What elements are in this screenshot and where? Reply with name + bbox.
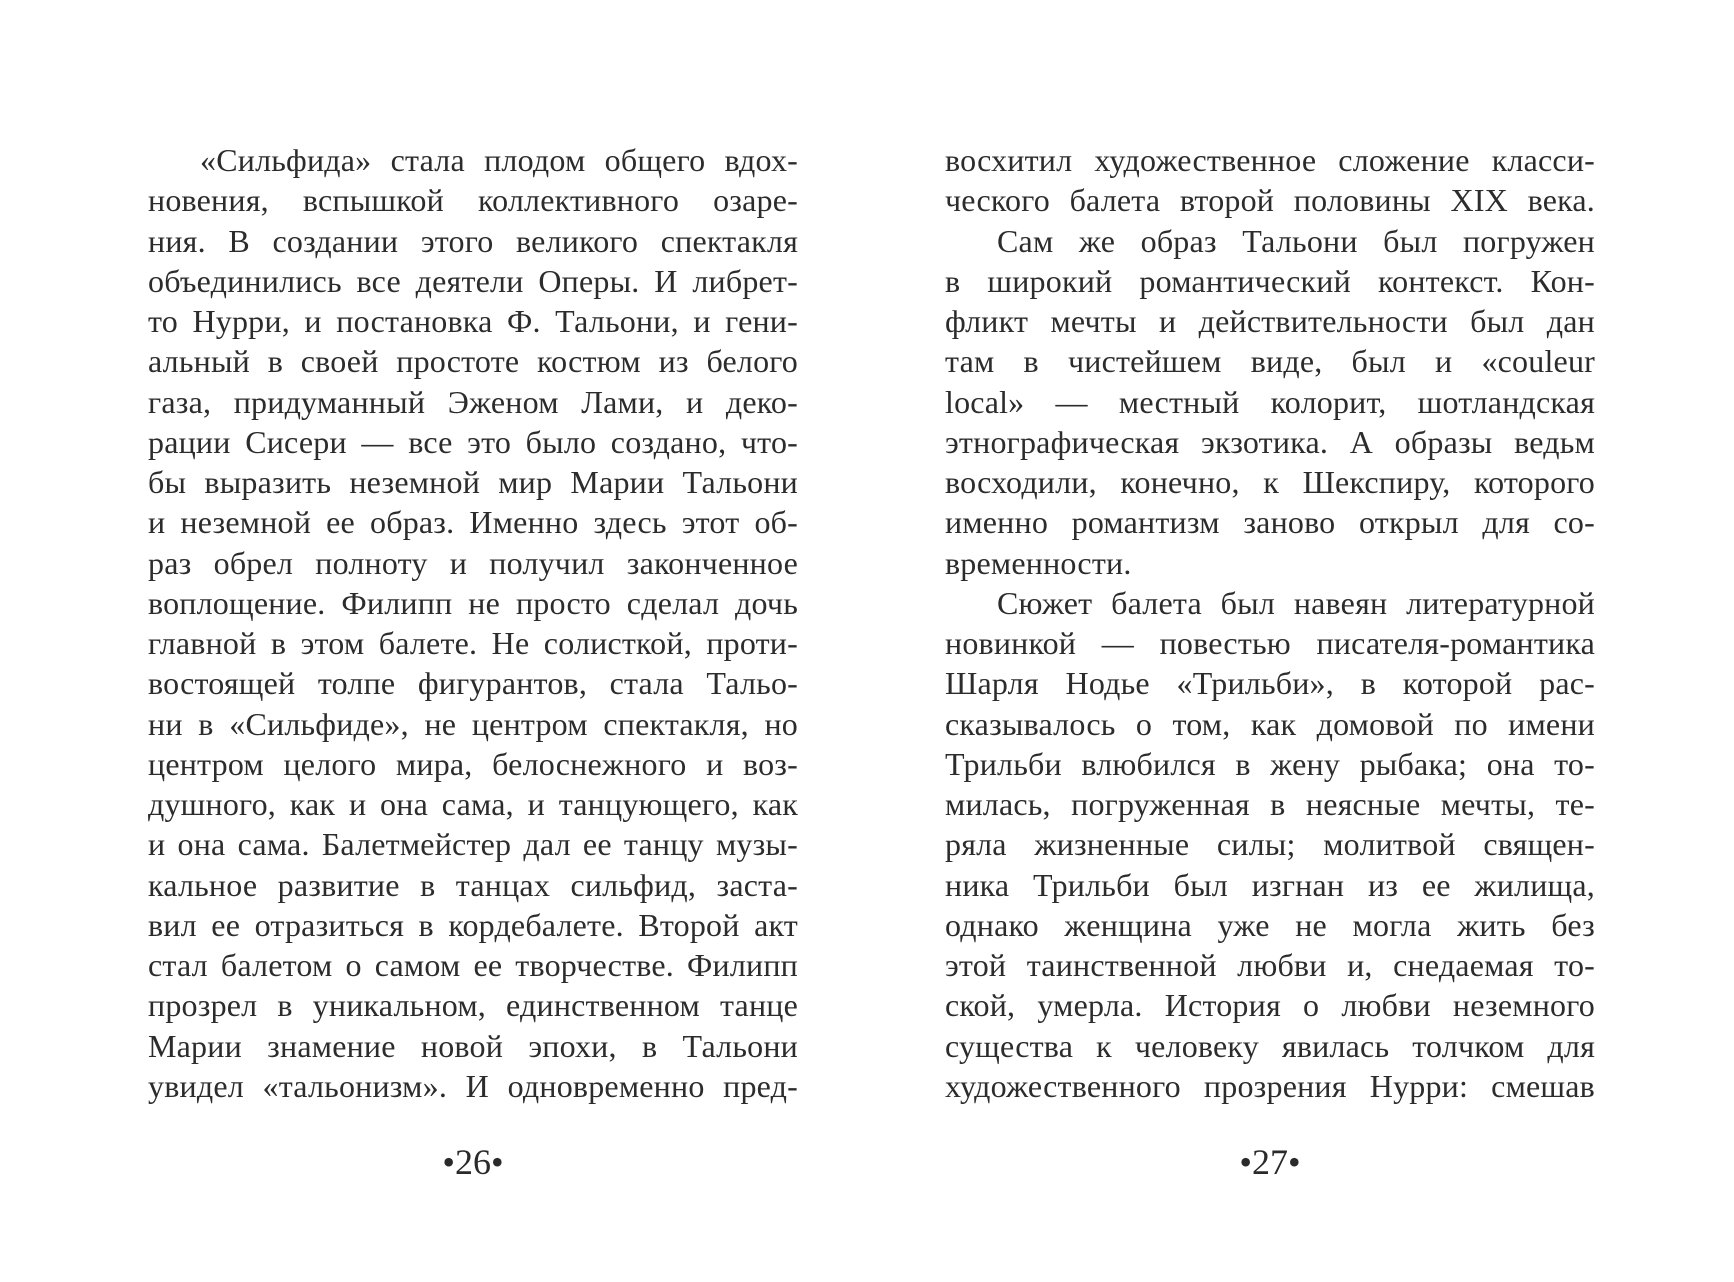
text-line: ской, умерла. История о любви неземного [945,987,1595,1024]
text-line: временности. [945,544,1132,581]
text-line: восходили, конечно, к Шекспиру, которого [945,464,1595,500]
text-line: альный в своей простоте костюм из белого [148,343,798,380]
text-line: там в чистейшем виде, был и «couleur [945,343,1595,380]
text-line: фликт мечты и действительности был дан [945,303,1595,339]
text-line: новинкой — повестью писателя-романтика [945,625,1595,661]
text-line: центром целого мира, белоснежного и воз- [148,745,798,782]
text-line: стал балетом о самом ее творчестве. Филипп [148,947,798,983]
text-line: восхитил художественное сложение класси- [945,142,1595,178]
text-line: этнографическая экзотика. А образы ведьм [945,423,1595,460]
text-line: Сюжет балета был навеян литературной [997,584,1595,621]
text-line: увидел «тальонизм». И одновременно пред- [148,1067,798,1104]
left-page [148,0,798,1282]
text-line: рации Сисери — все это было создано, что- [148,423,798,460]
text-line: однако женщина уже не могла жить без [945,906,1595,943]
text-line: Шарля Нодье «Трильби», в которой рас- [945,665,1595,702]
text-line: ческого балета второй половины XIX века. [945,182,1595,219]
text-line: душного, как и она сама, и танцующего, как [148,786,798,822]
text-line: ника Трильби был изгнан из ее жилища, [945,866,1595,903]
text-line: милась, погруженная в неясные мечты, те- [945,786,1595,822]
text-line: раз обрел полноту и получил законченное [148,544,798,581]
page-number-27: •27• [1239,1142,1301,1182]
left-page-text [148,140,798,1106]
text-line: газа, придуманный Эженом Лами, и деко- [148,383,798,420]
text-line: этой таинственной любви и, снедаемая то- [945,947,1595,983]
right-page [945,0,1595,1282]
text-line: «Сильфида» стала плодом общего вдох- [200,142,798,178]
text-line: сказывалось о том, как домовой по имени [945,705,1595,742]
text-line: кальное развитие в танцах сильфид, заста- [148,866,798,903]
text-line: в широкий романтический контекст. Кон- [945,262,1595,299]
text-line: бы выразить неземной мир Марии Тальони [148,464,798,500]
text-line: художественного прозрения Нурри: смешав [945,1067,1595,1104]
page-number-26: •26• [442,1142,504,1182]
text-line: и неземной ее образ. Именно здесь этот об- [148,504,798,541]
text-line: local» — местный колорит, шотландская [945,383,1595,420]
text-line: воплощение. Филипп не просто сделал дочь [148,584,798,621]
text-line: главной в этом балете. Не солисткой, проти- [148,625,798,661]
right-page-text [945,140,1595,1106]
text-line: и она сама. Балетмейстер дал ее танцу музы- [148,826,798,863]
text-line: Трильби влюбился в жену рыбака; она то- [945,745,1595,782]
text-line: существа к человеку явилась толчком для [945,1027,1595,1064]
text-line: прозрел в уникальном, единственном танце [148,987,798,1024]
text-line: Марии знамение новой эпохи, в Тальони [148,1027,798,1064]
text-line: ния. В создании этого великого спектакля [148,222,798,259]
text-line: ни в «Сильфиде», не центром спектакля, но [148,705,798,742]
text-line: ряла жизненные силы; молитвой священ- [945,826,1595,863]
text-line: востоящей толпе фигурантов, стала Тальо- [148,665,798,702]
text-line: то Нурри, и постановка Ф. Тальони, и гени- [148,303,798,339]
text-line: объединились все деятели Оперы. И либрет- [148,262,798,299]
text-line: именно романтизм заново открыл для со- [945,504,1595,541]
text-line: вил ее отразиться в кордебалете. Второй акт [148,906,798,943]
text-line: Сам же образ Тальони был погружен [997,222,1595,259]
text-line: новения, вспышкой коллективного озаре- [148,182,798,219]
